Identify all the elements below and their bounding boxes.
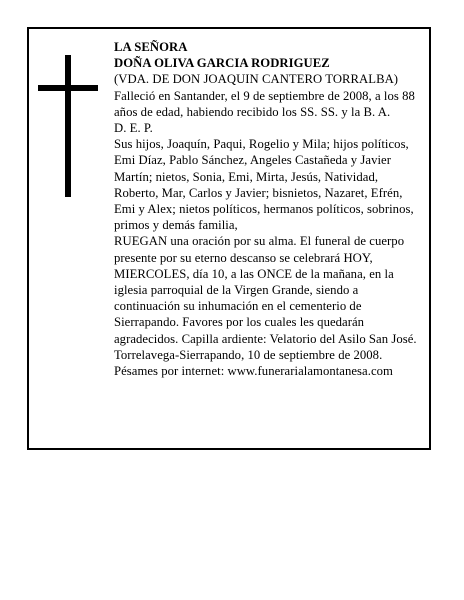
cross-vertical-bar — [65, 55, 71, 197]
death-details: Falleció en Santander, el 9 de septiembre de 2008, a los 88 años de edad, habiendo recibido los SS. SS. y la B. A. — [114, 88, 415, 119]
family-list: Sus hijos, Joaquín, Paqui, Rogelio y Mila; hijos políticos, Emi Díaz, Pablo Sánchez, Angeles Castañeda y Javier Martín; nietos, Sonia, Emi, Mirta, Jesús, Natividad, Roberto, Mar, Carlos y Javier; bisnietos, Nazaret, Efrén, Emi y Alex; nietos políticos, hermanos políticos, sobrinos, primos y demás familia, — [114, 137, 414, 233]
cross-icon — [38, 55, 98, 197]
obituary-text — [114, 39, 424, 379]
condolences-website: Pésames por internet: www.funerarialamontanesa.com — [114, 364, 393, 379]
cross-horizontal-bar — [38, 85, 98, 91]
notice-title: LA SEÑORA — [114, 40, 188, 54]
deceased-name: DOÑA OLIVA GARCIA RODRIGUEZ — [114, 56, 330, 71]
rest-in-peace: D. E. P. — [114, 121, 153, 136]
place-date: Torrelavega-Sierrapando, 10 de septiembre de 2008. — [114, 347, 383, 362]
widow-of: (VDA. DE DON JOAQUIN CANTERO TORRALBA) — [114, 72, 399, 87]
funeral-request: RUEGAN una oración por su alma. El funeral de cuerpo presente por su eterno descanso se celebrará HOY, MIERCOLES, día 10, a las ONCE de la mañana, en la iglesia parroquial de la Virgen Grande, siendo a continuación su inhumación en el cementerio de Sierrapando. Favores por los cuales les quedarán agradecidos. Capilla ardiente: Velatorio del Asilo San José. — [114, 234, 417, 346]
